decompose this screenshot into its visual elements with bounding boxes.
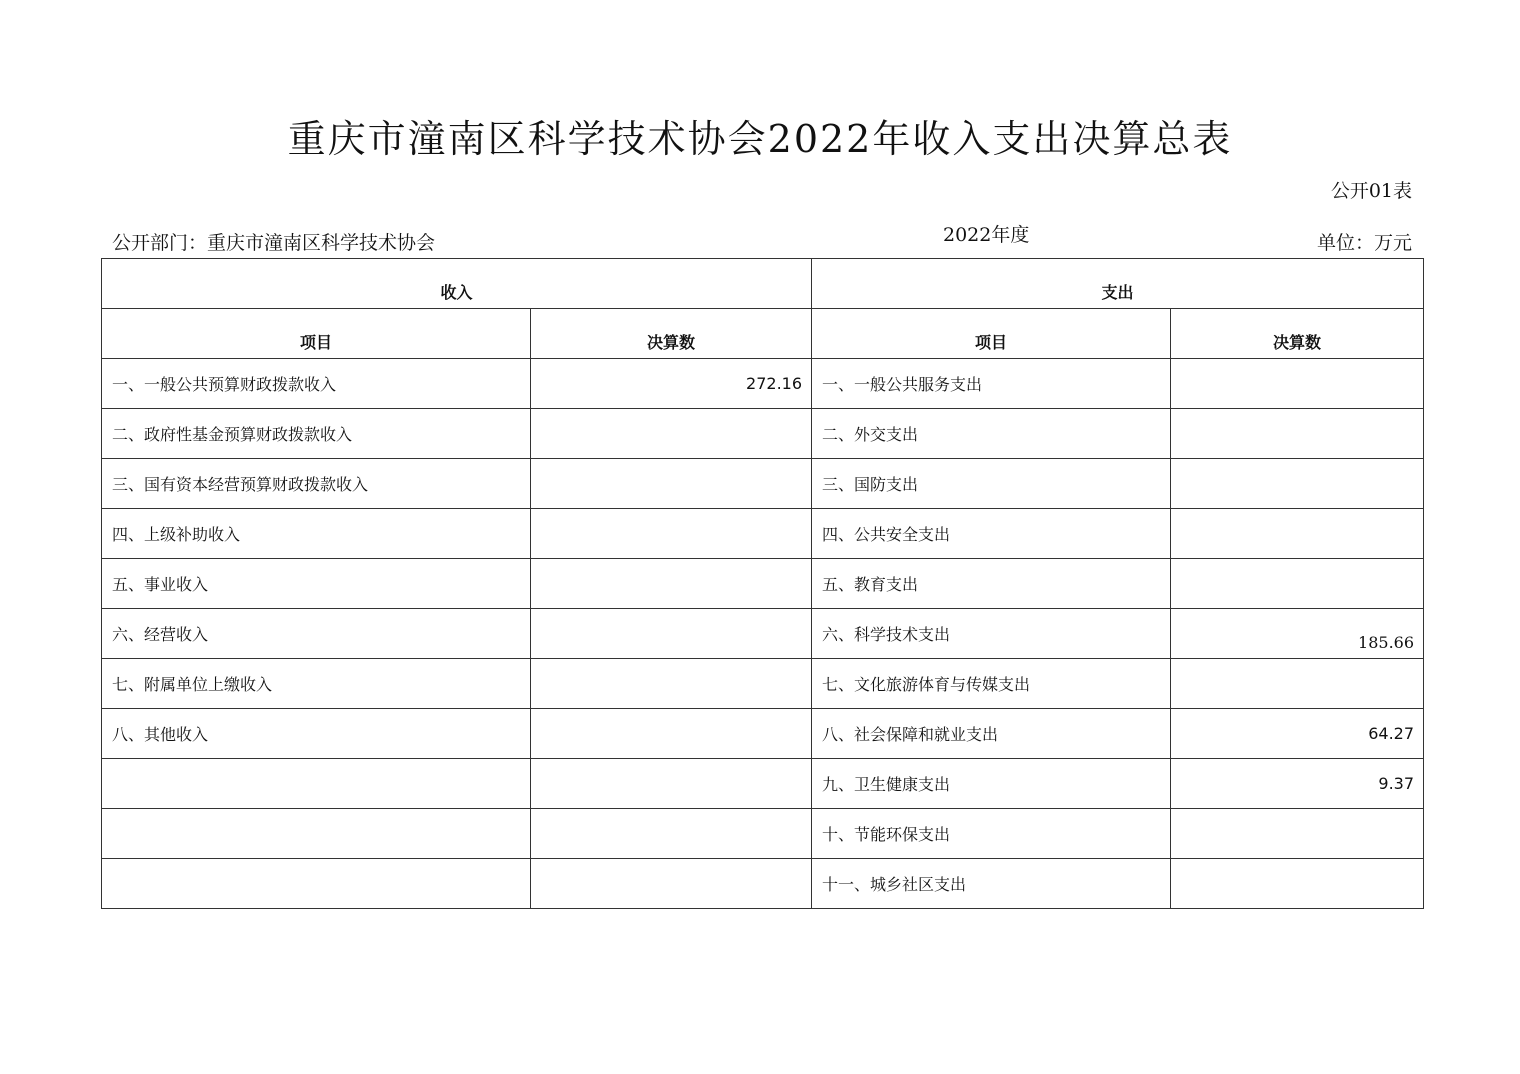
income-amount-cell — [531, 559, 812, 609]
income-amount-header: 决算数 — [531, 309, 812, 359]
expense-amount-cell — [1171, 559, 1424, 609]
expense-amount-cell: 9.37 — [1171, 759, 1424, 809]
table-group-header-row — [102, 259, 1424, 309]
income-amount-cell — [531, 859, 812, 909]
table-row — [102, 509, 1424, 559]
income-item-cell: 一、一般公共预算财政拨款收入 — [102, 359, 531, 409]
table-row — [102, 609, 1424, 659]
table-row — [102, 659, 1424, 709]
income-item-cell — [102, 759, 531, 809]
expense-amount-cell — [1171, 859, 1424, 909]
table-row — [102, 409, 1424, 459]
income-item-header: 项目 — [102, 309, 531, 359]
expense-amount-cell — [1171, 409, 1424, 459]
expense-item-cell: 二、外交支出 — [812, 409, 1171, 459]
income-item-cell — [102, 859, 531, 909]
income-amount-cell — [531, 409, 812, 459]
income-item-cell: 七、附属单位上缴收入 — [102, 659, 531, 709]
income-item-cell: 四、上级补助收入 — [102, 509, 531, 559]
expense-amount-cell — [1171, 359, 1424, 409]
fiscal-year: 2022年度 — [943, 224, 1030, 246]
table-column-header-row — [102, 309, 1424, 359]
unit-label: 单位：万元 — [1316, 232, 1412, 254]
expense-group-header: 支出 — [812, 259, 1424, 309]
income-amount-cell — [531, 459, 812, 509]
expense-item-cell: 八、社会保障和就业支出 — [812, 709, 1171, 759]
table-row — [102, 359, 1424, 409]
expense-item-cell: 四、公共安全支出 — [812, 509, 1171, 559]
income-amount-cell — [531, 609, 812, 659]
table-row — [102, 859, 1424, 909]
expense-amount-header: 决算数 — [1171, 309, 1424, 359]
expense-item-cell: 六、科学技术支出 — [812, 609, 1171, 659]
income-amount-cell — [531, 659, 812, 709]
expense-item-cell: 十一、城乡社区支出 — [812, 859, 1171, 909]
expense-item-cell: 一、一般公共服务支出 — [812, 359, 1171, 409]
table-row — [102, 759, 1424, 809]
income-group-header: 收入 — [102, 259, 812, 309]
expense-amount-cell: 185.66 — [1171, 609, 1424, 659]
income-amount-cell — [531, 759, 812, 809]
expense-amount-cell — [1171, 509, 1424, 559]
income-item-cell: 三、国有资本经营预算财政拨款收入 — [102, 459, 531, 509]
expense-amount-cell — [1171, 659, 1424, 709]
income-expense-table — [101, 258, 1424, 909]
expense-item-cell: 十、节能环保支出 — [812, 809, 1171, 859]
income-amount-cell — [531, 709, 812, 759]
expense-amount-cell: 64.27 — [1171, 709, 1424, 759]
income-item-cell: 五、事业收入 — [102, 559, 531, 609]
income-item-cell — [102, 809, 531, 859]
page-title: 重庆市潼南区科学技术协会2022年收入支出决算总表 — [287, 117, 1233, 161]
income-amount-cell: 272.16 — [531, 359, 812, 409]
expense-item-cell: 七、文化旅游体育与传媒支出 — [812, 659, 1171, 709]
expense-item-cell: 五、教育支出 — [812, 559, 1171, 609]
table-row — [102, 559, 1424, 609]
income-amount-cell — [531, 809, 812, 859]
table-row — [102, 809, 1424, 859]
income-item-cell: 二、政府性基金预算财政拨款收入 — [102, 409, 531, 459]
expense-amount-cell — [1171, 459, 1424, 509]
income-item-cell: 八、其他收入 — [102, 709, 531, 759]
table-row — [102, 459, 1424, 509]
expense-item-cell: 三、国防支出 — [812, 459, 1171, 509]
expense-item-cell: 九、卫生健康支出 — [812, 759, 1171, 809]
table-row — [102, 709, 1424, 759]
table-number: 公开01表 — [1330, 180, 1412, 202]
income-amount-cell — [531, 509, 812, 559]
income-item-cell: 六、经营收入 — [102, 609, 531, 659]
expense-amount-cell — [1171, 809, 1424, 859]
expense-item-header: 项目 — [812, 309, 1171, 359]
department-label: 公开部门：重庆市潼南区科学技术协会 — [112, 232, 436, 254]
